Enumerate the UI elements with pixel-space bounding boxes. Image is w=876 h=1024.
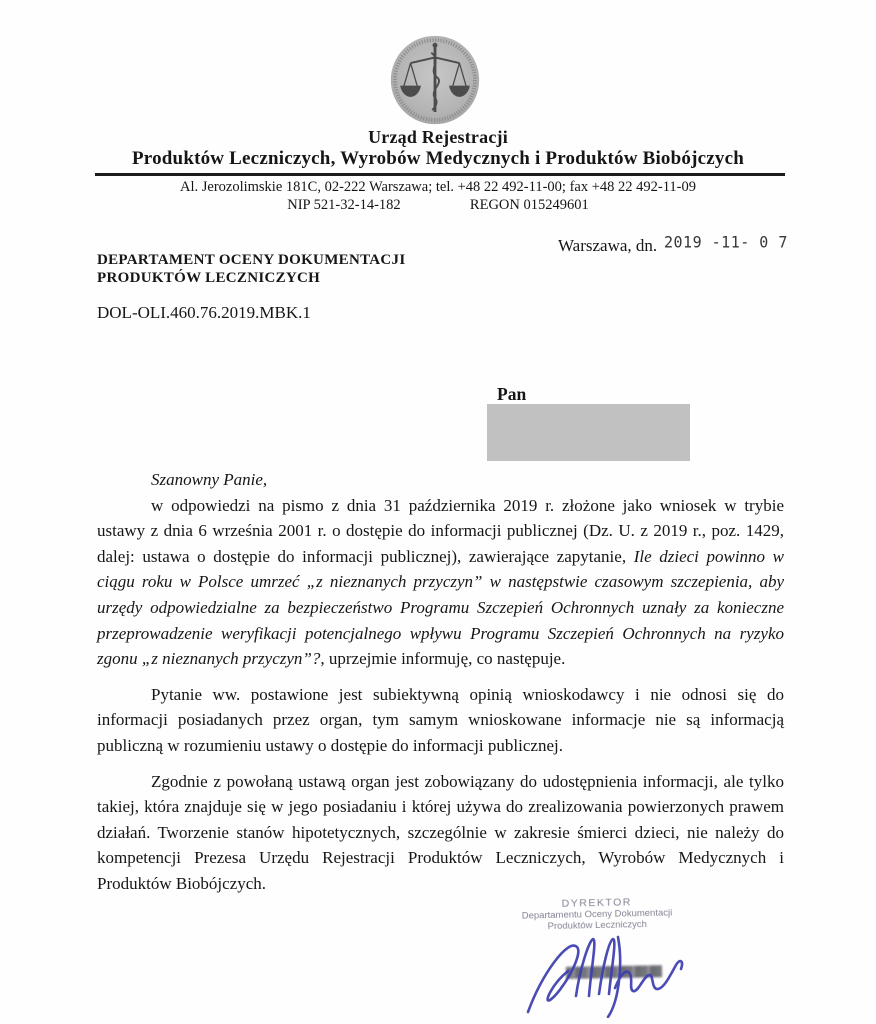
handwritten-signature — [512, 908, 712, 1018]
stamp-title: DYREKTOR — [561, 896, 632, 910]
letter-body — [97, 467, 784, 907]
department-line1: DEPARTAMENT OCENY DOKUMENTACJI — [97, 252, 406, 268]
date-stamp: 2019 -11- 0 7 — [664, 232, 788, 252]
org-name — [0, 127, 876, 170]
org-regon: REGON 015249601 — [469, 196, 589, 213]
stamp-department-line2: Produktów Leczniczych — [547, 918, 647, 933]
org-name-line2: Produktów Leczniczych, Wyrobów Medycznych i Produktów Biobójczych — [131, 148, 744, 169]
p1-normal-1: w odpowiedzi na pismo z dnia 31 października 2019 r. złożone jako wniosek w trybie ustawy z dnia 6 września 2001 r. o dostępie do informacji publicznej (Dz. U. z 2019 r., poz. 1429, dalej: ustawa o dostępie do informacji publicznej), zawierające zapytanie, — [97, 495, 784, 566]
recipient-salutation: Pan — [497, 384, 527, 404]
reference-number: DOL-OLI.460.76.2019.MBK.1 — [97, 303, 311, 322]
org-nip: NIP 521-32-14-182 — [287, 196, 401, 213]
paragraph-3: Zgodnie z powołaną ustawą organ jest zobowiązany do udostępnienia informacji, ale tylko takiej, która znajduje się w jego posiadaniu i której używa do zrealizowania powierzonych prawem działań. Tworzenie stanów hipotetycznych, szczególnie w zakresie śmierci dzieci, nie należy do kompetencji Prezesa Urzędu Rejestracji Produktów Leczniczych, Wyrobów Medycznych i Produktów Biobójczych. — [97, 771, 784, 893]
greeting-text: Szanowny Panie, — [151, 470, 268, 489]
p1-normal-2: , uprzejmie informuję, co następuje. — [320, 649, 566, 669]
org-ids-line — [0, 197, 876, 215]
p1-quoted-question: Ile dzieci powinno w ciągu roku w Polsce umrzeć „z nieznanych przyczyn” w następstwie czasowym szczepienia, aby urzędy odpowiedzialne za bezpieczeństwo Programu Szczepień Ochronnych uznały za konieczne przeprowadzenie weryfikacji potencjalnego wpływu Programu Szczepień Ochronnych na ryzyko zgonu „z nieznanych przyczyn”? — [97, 546, 784, 669]
greeting-line — [97, 467, 784, 493]
header-divider — [95, 173, 785, 176]
paragraph-1 — [97, 493, 784, 672]
sender-department — [97, 251, 405, 287]
office-seal-icon — [388, 33, 482, 127]
org-name-line1: Urząd Rejestracji — [368, 127, 508, 147]
redacted-recipient-name — [487, 404, 690, 461]
stamp-department-line1: Departamentu Oceny Dokumentacji — [521, 907, 673, 922]
paragraph-2: Pytanie ww. postawione jest subiektywną opinią wnioskodawcy i nie odnosi się do informacji posiadanych przez organ, tym samym wnioskowane informacje nie są informacją publiczną w rozumieniu ustawy o dostępie do informacji publicznej. — [97, 684, 784, 755]
org-address-block — [0, 179, 876, 214]
org-address-line: Al. Jerozolimskie 181C, 02-222 Warszawa; tel. +48 22 492-11-00; fax +48 22 492-11-09 — [179, 179, 697, 195]
dateline-place: Warszawa, dn. — [558, 236, 658, 255]
department-line2: PRODUKTÓW LECZNICZYCH — [97, 270, 321, 286]
